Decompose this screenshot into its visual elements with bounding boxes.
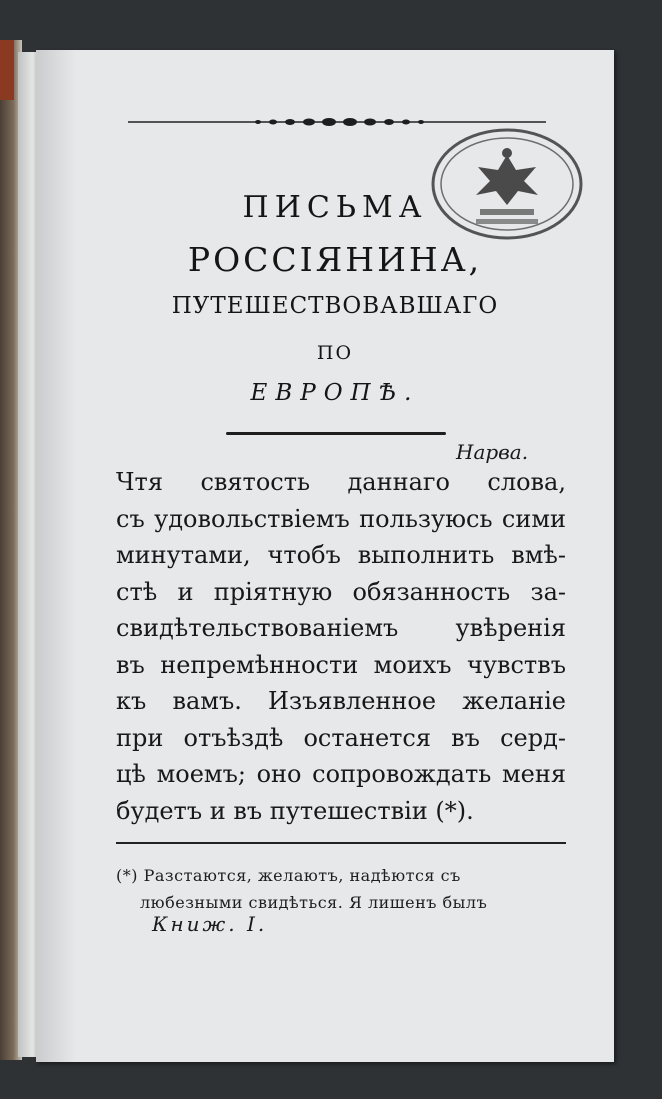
- footnote-divider: [116, 842, 566, 844]
- letter-body: [116, 464, 566, 829]
- body-line: въ непремѣнности моихъ чувствъ: [116, 650, 566, 679]
- book-page: [36, 50, 614, 1062]
- title-divider: [226, 432, 446, 435]
- body-line: при отъѣздѣ останется въ серд-: [116, 723, 566, 752]
- body-line: стѣ и пріятную обязанность за-: [116, 577, 566, 606]
- spine-binding-edge: [0, 40, 14, 100]
- footnote-line-2: любезными свидѣться. Я лишенъ былъ: [140, 893, 488, 912]
- library-stamp: [428, 125, 586, 243]
- body-line: Чтя святость даннаго слова,: [116, 468, 566, 496]
- body-line: минутами, чтобъ выполнить вмѣ-: [116, 541, 566, 569]
- body-line: будетъ и въ путешествіи (*).: [116, 796, 474, 825]
- title-line-1: ПИСЬМА: [242, 190, 428, 225]
- body-line: съ удовольствіемъ пользуюсь сими: [116, 504, 566, 533]
- title-line-5: ЕВРОПѢ.: [250, 380, 420, 406]
- gutter-shadow: [36, 50, 76, 1062]
- place-heading: Нарва.: [456, 440, 529, 464]
- preceding-leaf-edge: [18, 52, 38, 1057]
- body-line: цѣ моемъ; оно сопровождать меня: [116, 760, 566, 788]
- title-line-3: ПУТЕШЕСТВОВАВШАГО: [171, 293, 499, 319]
- title-line-2: РОССІЯНИНА,: [187, 240, 483, 279]
- signature-mark: Книж. I.: [152, 912, 268, 936]
- body-line: свидѣтельствованіемъ увѣренія: [116, 614, 566, 642]
- body-line: къ вамъ. Изъявленное желаніе: [116, 687, 566, 715]
- title-line-4: ПО: [316, 342, 354, 364]
- footnote-line-1: (*) Разстаются, желаютъ, надѣются съ: [116, 866, 461, 885]
- footnote: [116, 862, 566, 916]
